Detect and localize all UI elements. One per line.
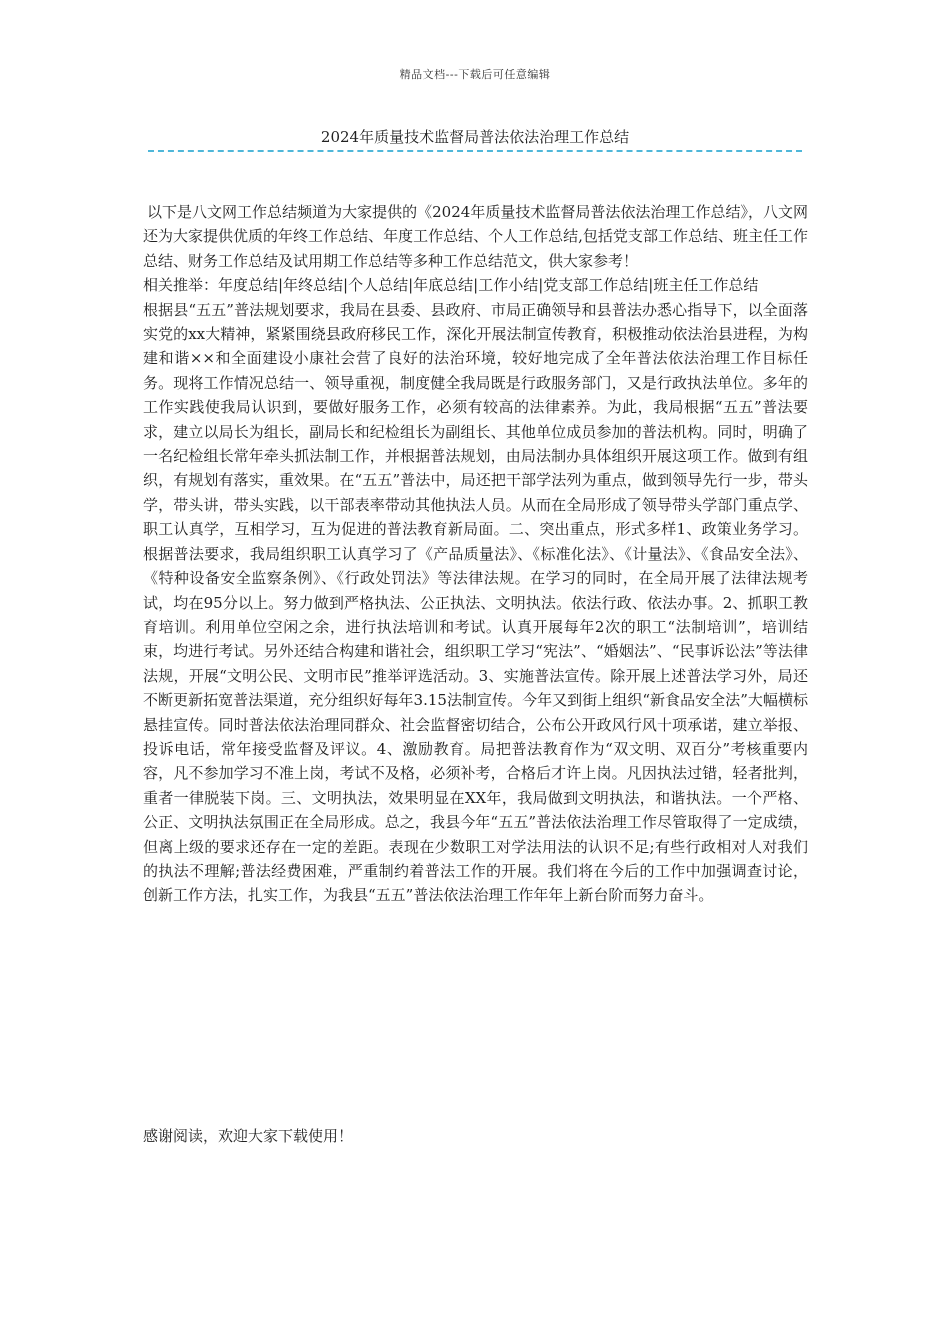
header-note: 精品文档---下载后可任意编辑 xyxy=(399,68,551,81)
intro-paragraph: 以下是八文网工作总结频道为大家提供的《2024年质量技术监督局普法依法治理工作总结》，八文网还为大家提供优质的年终工作总结、年度工作总结、个人工作总结,包括党支部工作总结、班主任工作总结、财务工作总结及试用期工作总结等多种工作总结范文，供大家参考！ xyxy=(143,203,808,270)
related-links-paragraph: 相关推举：年度总结|年终总结|个人总结|年底总结|工作小结|党支部工作总结|班主任工作总结 xyxy=(143,276,759,295)
document-body xyxy=(143,200,808,908)
closing-text: 感谢阅读，欢迎大家下载使用！ xyxy=(143,1127,354,1145)
main-paragraph: 根据县“五五”普法规划要求，我局在县委、县政府、市局正确领导和县普法办悉心指导下，以全面落实党的xx大精神，紧紧围绕县政府移民工作，深化开展法制宣传教育，积极推动依法治县进程，为构建和谐××和全面建设小康社会营了良好的法治环境，较好地完成了全年普法依法治理工作目标任务。现将工作情况总结一、领导重视，制度健全我局既是行政服务部门，又是行政执法单位。多年的工作实践使我局认识到，要做好服务工作，必须有较高的法律素养。为此，我局根据“五五”普法要求，建立以局长为组长，副局长和纪检组长为副组长、其他单位成员参加的普法机构。同时，明确了一名纪检组长常年牵头抓法制工作，并根据普法规划，由局法制办具体组织开展这项工作。做到有组织，有规划有落实，重效果。在“五五”普法中，局还把干部学法列为重点，做到领导先行一步，带头学，带头讲，带头实践，以干部表率带动其他执法人员。从而在全局形成了领导带头学部门重点学、职工认真学，互相学习，互为促进的普法教育新局面。二、突出重点，形式多样1、政策业务学习。根据普法要求，我局组织职工认真学习了《产品质量法》、《标准化法》、《计量法》、《食品安全法》、《特种设备安全监察条例》、《行政处罚法》等法律法规。在学习的同时，在全局开展了法律法规考试，均在95分以上。努力做到严格执法、公正执法、文明执法。依法行政、依法办事。2、抓职工教育培训。利用单位空闲之余，进行执法培训和考试。认真开展每年2次的职工“法制培训”，培训结束，均进行考试。另外还结合构建和谐社会，组织职工学习“宪法”、“婚姻法”、“民事诉讼法”等法律法规，开展“文明公民、文明市民”推举评选活动。3、实施普法宣传。除开展上述普法学习外，局还不断更新拓宽普法渠道，充分组织好每年3.15法制宣传。今年又到街上组织“新食品安全法”大幅横标悬挂宣传。同时普法依法治理同群众、社会监督密切结合，公布公开政风行风十项承诺，建立举报、投诉电话，常年接受监督及评议。4、激励教育。局把普法教育作为“双文明、双百分”考核重要内容，凡不参加学习不准上岗，考试不及格，必须补考，合格后才许上岗。凡因执法过错，轻者批判，重者一律脱装下岗。三、文明执法，效果明显在XX年，我局做到文明执法，和谐执法。一个严格、公正、文明执法氛围正在全局形成。总之，我县今年“五五”普法依法治理工作尽管取得了一定成绩，但离上级的要求还存在一定的差距。表现在少数职工对学法用法的认识不足;有些行政相对人对我们的执法不理解;普法经费困难，严重制约着普法工作的开展。我们将在今后的工作中加强调查讨论，创新工作方法，扎实工作，为我县“五五”普法依法治理工作年年上新台阶而努力奋斗。 xyxy=(143,300,808,905)
page-title: 2024年质量技术监督局普法依法治理工作总结 xyxy=(320,128,630,146)
title-divider xyxy=(148,150,802,152)
